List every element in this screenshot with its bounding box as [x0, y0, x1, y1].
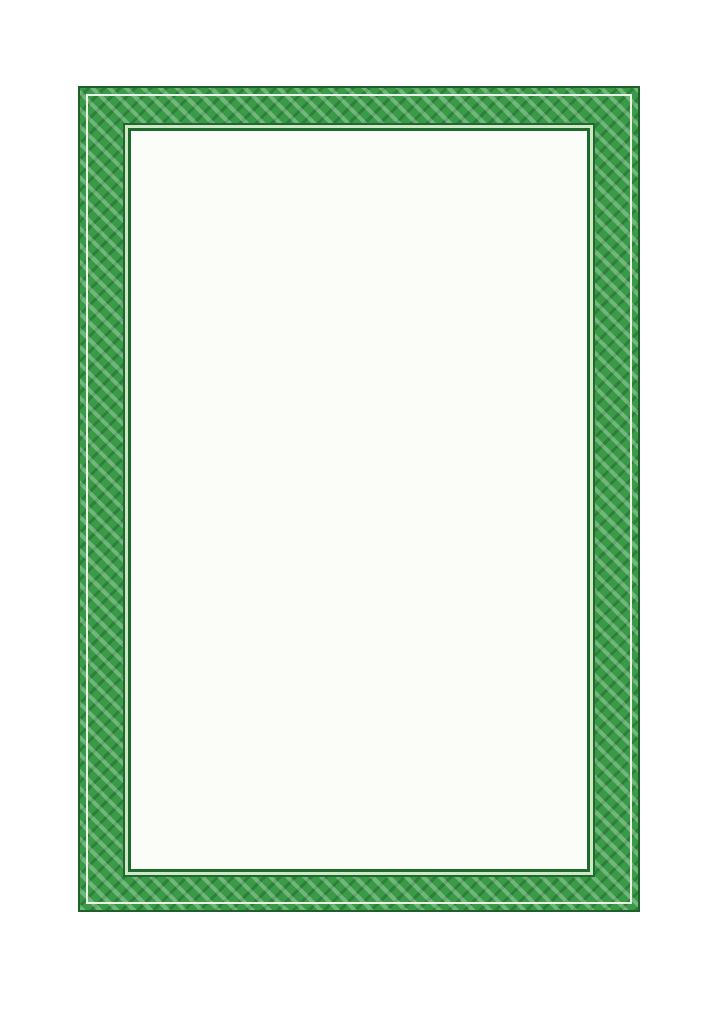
- text-panel: [128, 128, 590, 872]
